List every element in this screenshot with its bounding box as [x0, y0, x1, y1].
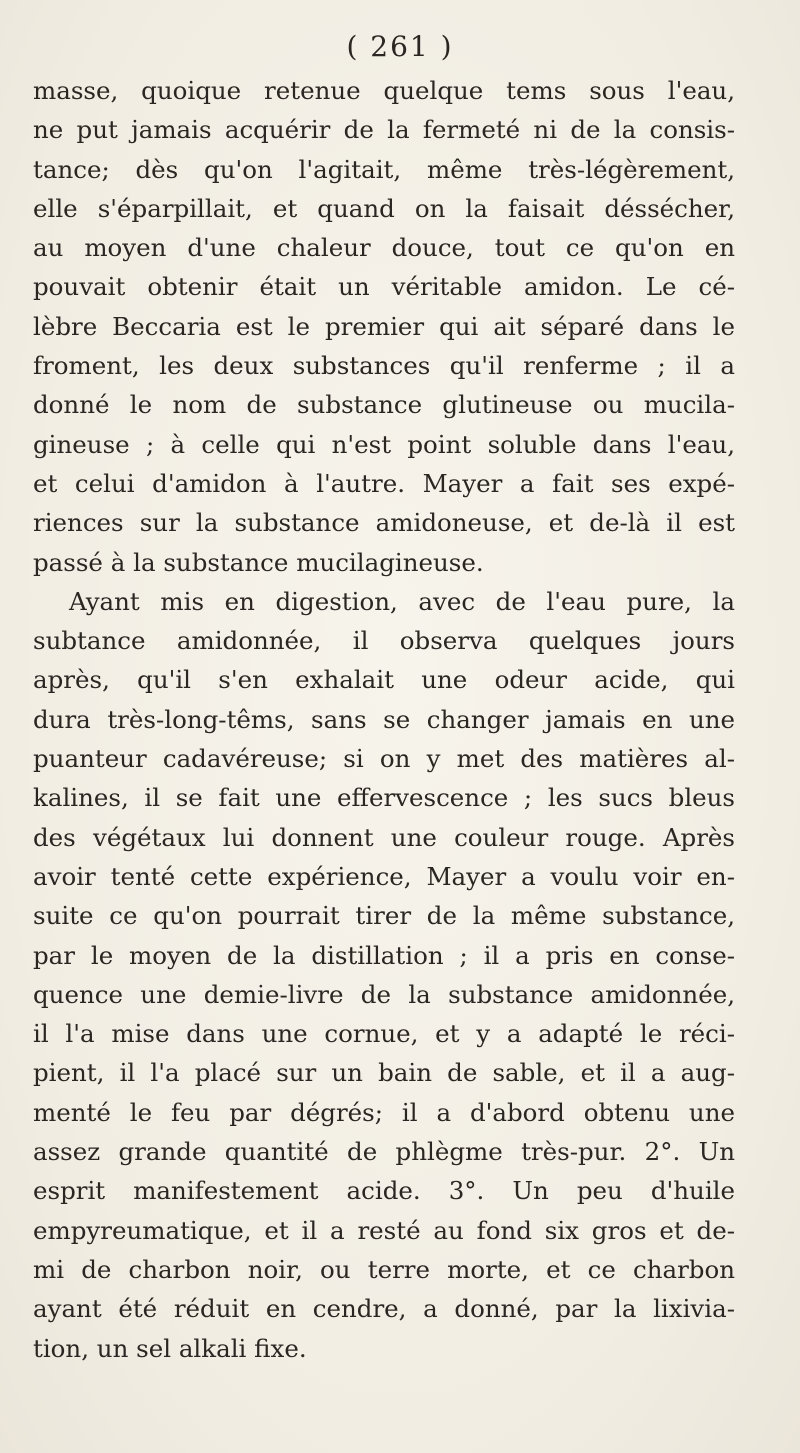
text-line: ayant été réduit en cendre, a donné, par la lixivia-: [33, 1294, 735, 1324]
text-line: ne put jamais acquérir de la fermeté ni de la consis-: [33, 115, 735, 145]
body-text: [33, 71, 735, 1368]
text-line: il l'a mise dans une cornue, et y a adapté le réci-: [33, 1019, 735, 1049]
text-line: froment, les deux substances qu'il renferme ; il a: [33, 351, 735, 381]
text-line: riences sur la substance amidoneuse, et de-là il est: [33, 508, 735, 538]
text-line: lèbre Beccaria est le premier qui ait séparé dans le: [33, 311, 735, 341]
text-line: gineuse ; à celle qui n'est point soluble dans l'eau,: [33, 429, 735, 459]
text-line: et celui d'amidon à l'autre. Mayer a fait ses expé-: [33, 468, 735, 498]
text-line: empyreumatique, et il a resté au fond six gros et de-: [33, 1215, 735, 1245]
text-line: quence une demie-livre de la substance amidonnée,: [33, 979, 735, 1009]
text-line: tance; dès qu'on l'agitait, même très-légèrement,: [33, 154, 735, 184]
text-line: par le moyen de la distillation ; il a pris en conse-: [33, 940, 735, 970]
text-line: mi de charbon noir, ou terre morte, et ce charbon: [33, 1254, 735, 1284]
text-line: au moyen d'une chaleur douce, tout ce qu'on en: [33, 233, 735, 263]
text-line: dura très-long-têms, sans se changer jamais en une: [33, 704, 735, 734]
text-line: pient, il l'a placé sur un bain de sable, et il a aug-: [33, 1058, 735, 1088]
text-line: après, qu'il s'en exhalait une odeur acide, qui: [33, 665, 735, 695]
text-line: menté le feu par dégrés; il a d'abord obtenu une: [33, 1097, 735, 1127]
text-line: assez grande quantité de phlègme très-pur. 2°. Un: [33, 1137, 735, 1167]
text-line: kalines, il se fait une effervescence ; les sucs bleus: [33, 783, 735, 813]
text-line: tion, un sel alkali fixe.: [33, 1333, 307, 1363]
text-line: masse, quoique retenue quelque tems sous l'eau,: [33, 76, 735, 105]
text-line: pouvait obtenir était un véritable amidon. Le cé-: [33, 272, 735, 302]
text-line: suite ce qu'on pourrait tirer de la même substance,: [33, 901, 735, 931]
text-line: des végétaux lui donnent une couleur rouge. Après: [33, 822, 735, 852]
text-line: Ayant mis en digestion, avec de l'eau pure, la: [69, 586, 735, 616]
text-line: puanteur cadavéreuse; si on y met des matières al-: [33, 744, 735, 774]
text-line: avoir tenté cette expérience, Mayer a voulu voir en-: [33, 861, 735, 891]
text-line: donné le nom de substance glutineuse ou mucila-: [33, 390, 735, 420]
page-number: ( 261 ): [346, 30, 454, 63]
text-line: passé à la substance mucilagineuse.: [33, 547, 484, 577]
text-line: elle s'éparpillait, et quand on la faisait déssécher,: [33, 193, 735, 223]
text-line: esprit manifestement acide. 3°. Un peu d'huile: [33, 1176, 735, 1206]
text-line: subtance amidonnée, il observa quelques jours: [33, 626, 735, 656]
